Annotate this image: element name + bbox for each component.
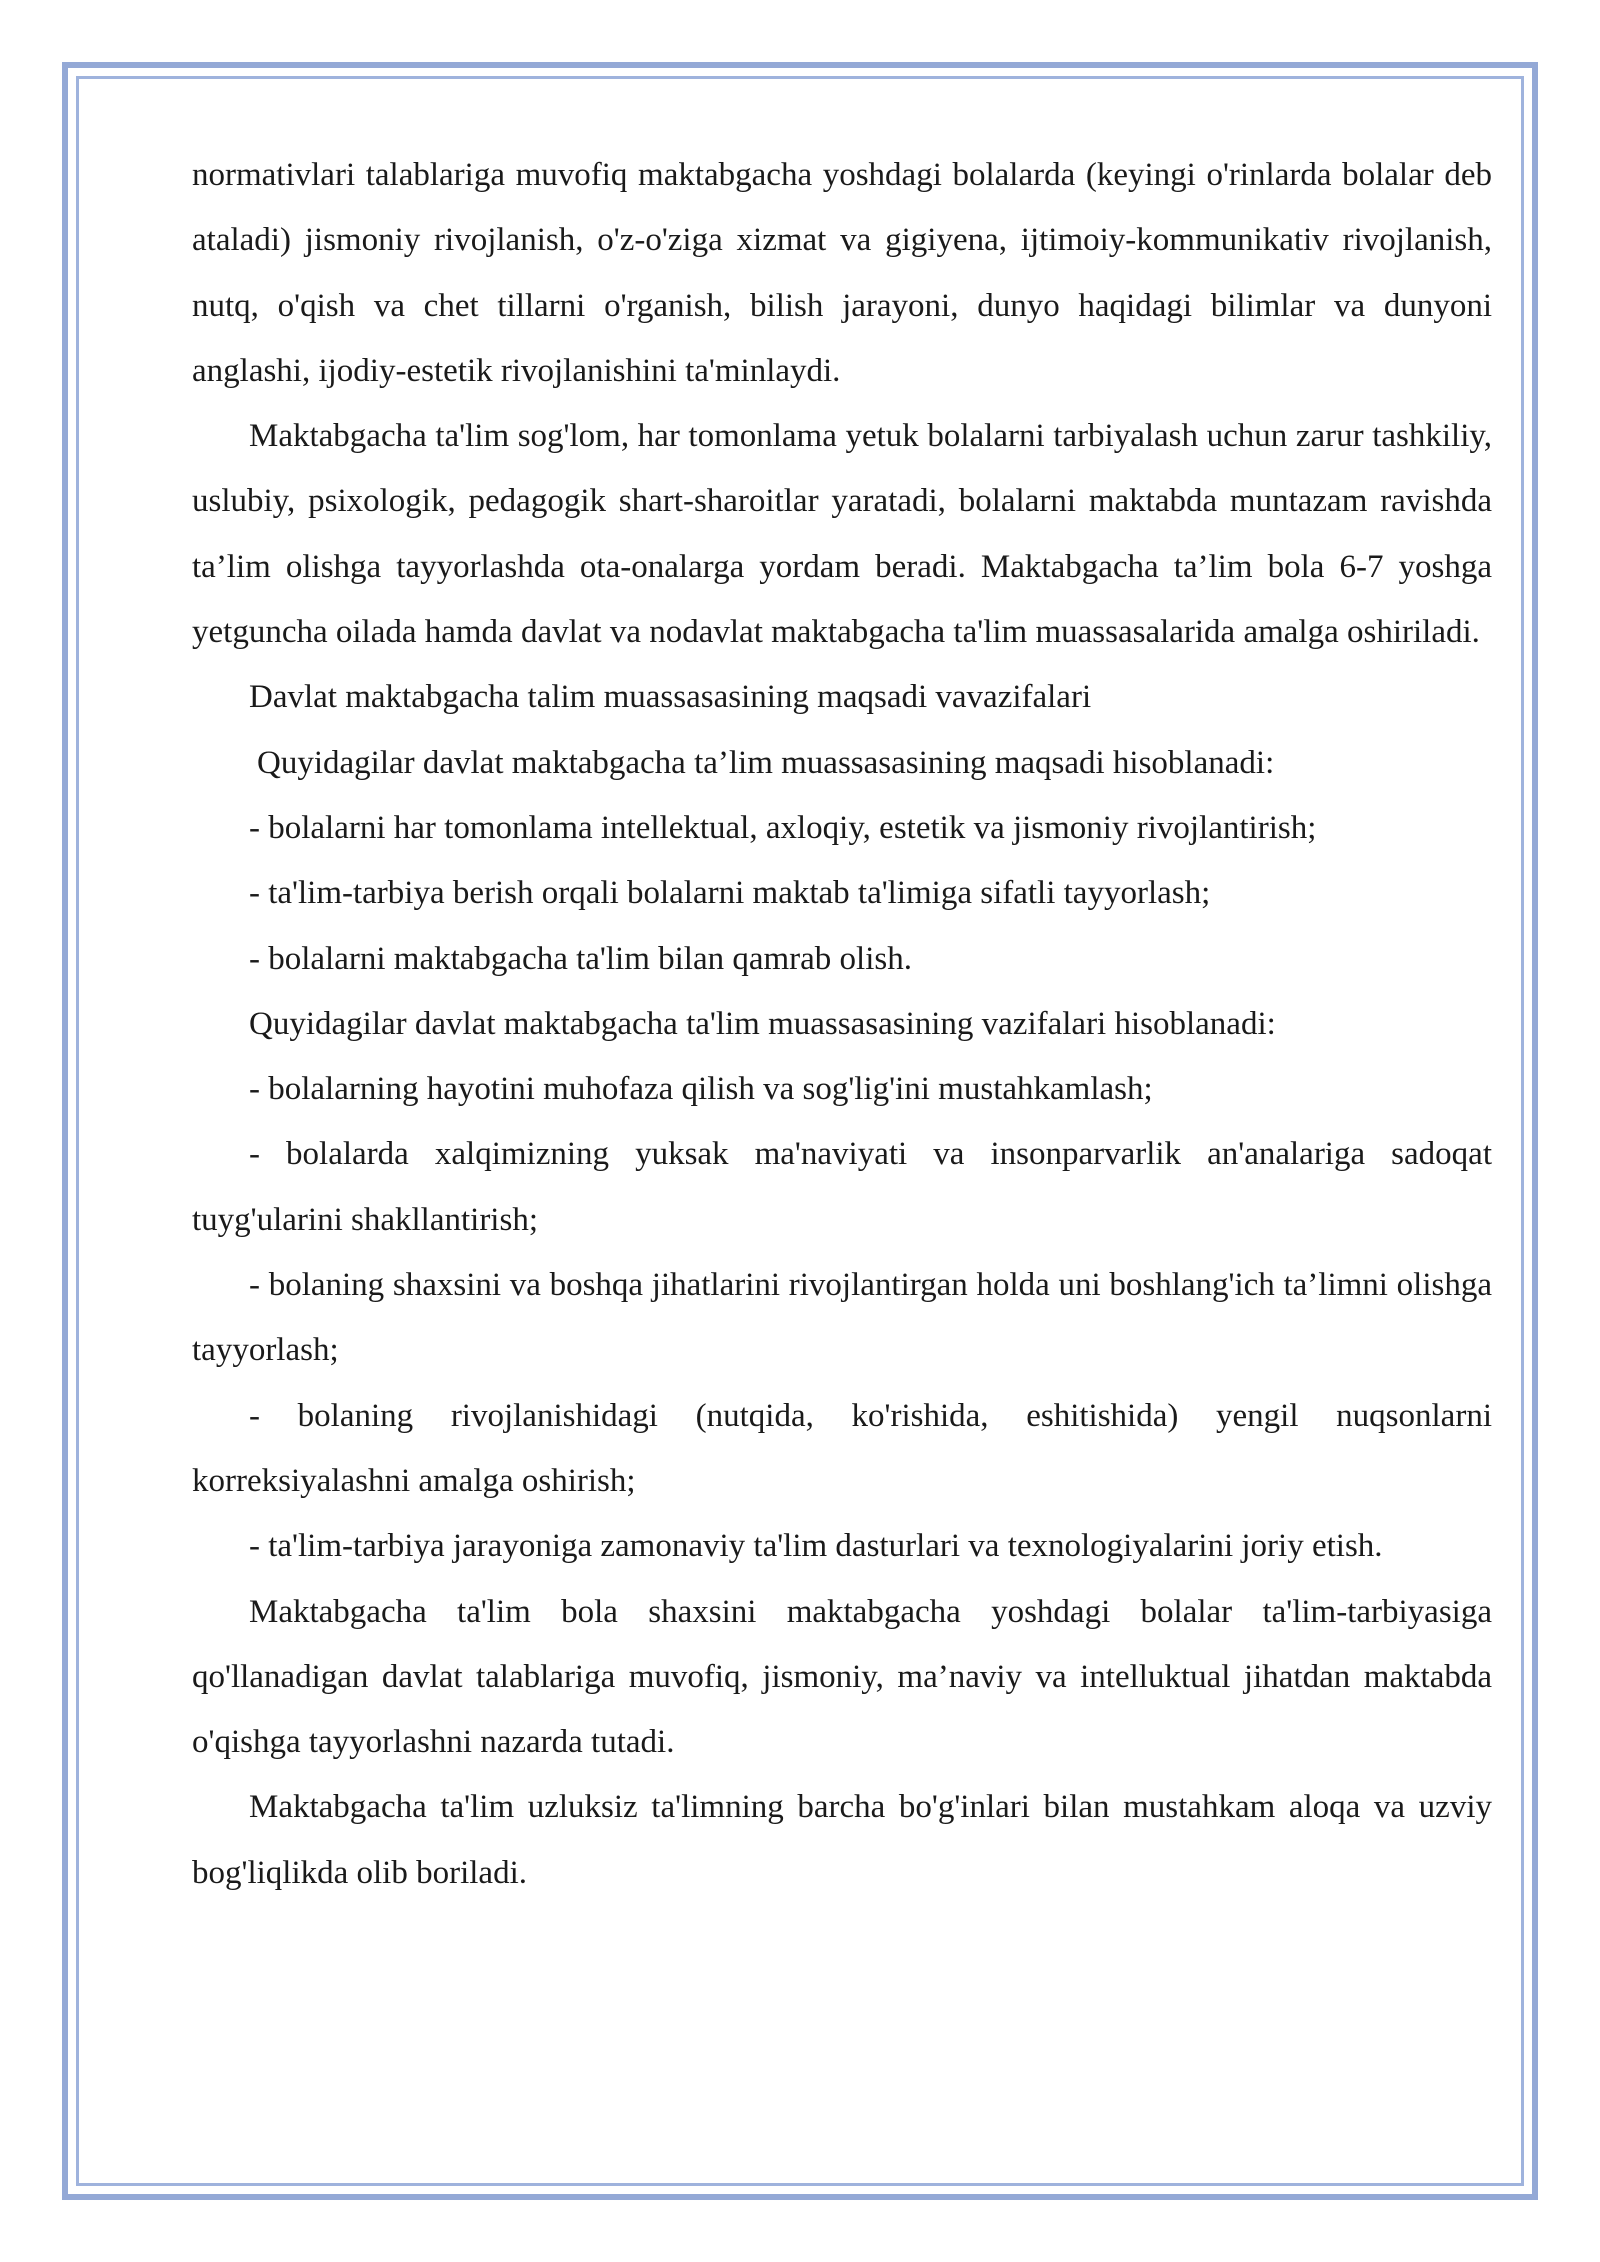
task-item: - bolaning rivojlanishidagi (nutqida, ko'rishida, eshitishida) yengil nuqsonlarni korreksiyalashni amalga oshirish; xyxy=(192,1397,1492,1499)
tasks-intro: Quyidagilar davlat maktabgacha ta'lim muassasasining vazifalari hisoblanadi: xyxy=(249,1005,1276,1042)
goal-item: - ta'lim-tarbiya berish orqali bolalarni maktab ta'limiga sifatli tayyorlash; xyxy=(249,875,1211,912)
section-heading-goals: Davlat maktabgacha talim muassasasining maqsadi vavazifalari xyxy=(249,679,1092,716)
task-item: - bolaning shaxsini va boshqa jihatlarini rivojlantirgan holda uni boshlang'ich ta’limni olishga tayyorlash; xyxy=(192,1267,1492,1369)
document-body xyxy=(192,143,1492,1906)
goal-item: - bolalarni maktabgacha ta'lim bilan qamrab olish. xyxy=(249,940,912,977)
goal-item: - bolalarni har tomonlama intellektual, axloqiy, estetik va jismoniy rivojlantirish; xyxy=(249,809,1317,846)
goals-intro: Quyidagilar davlat maktabgacha ta’lim muassasasining maqsadi hisoblanadi: xyxy=(257,744,1275,781)
paragraph-continuation: normativlari talablariga muvofiq maktabgacha yoshdagi bolalarda (keyingi o'rinlarda bolalar deb ataladi) jismoniy rivojlanish, o'z-o'ziga xizmat va gigiyena, ijtimoiy-kommunikativ rivojlanish, nutq, o'qish va chet tillarni o'rganish, bilish jarayoni, dunyo haqidagi bilimlar va dunyoni anglashi, ijodiy-estetik rivojlanishini ta'minlaydi. xyxy=(192,157,1492,389)
paragraph-preschool-education: Maktabgacha ta'lim sog'lom, har tomonlama yetuk bolalarni tarbiyalash uchun zarur tashkiliy, uslubiy, psixologik, pedagogik shart-sharoitlar yaratadi, bolalarni maktabda muntazam ravishda ta’lim olishga tayyorlashda ota-onalarga yordam beradi. Maktabgacha ta’lim bola 6-7 yoshga yetguncha oilada hamda davlat va nodavlat maktabgacha ta'lim muassasalarida amalga oshiriladi. xyxy=(192,418,1492,651)
task-item: - bolalarning hayotini muhofaza qilish va sog'lig'ini mustahkamlash; xyxy=(249,1071,1153,1108)
task-item: - bolalarda xalqimizning yuksak ma'naviyati va insonparvarlik an'analariga sadoqat tuyg'ularini shakllantirish; xyxy=(192,1136,1492,1238)
paragraph-continuity: Maktabgacha ta'lim uzluksiz ta'limning barcha bo'g'inlari bilan mustahkam aloqa va uzviy bog'liqlikda olib boriladi. xyxy=(192,1789,1492,1891)
paragraph-readiness: Maktabgacha ta'lim bola shaxsini maktabgacha yoshdagi bolalar ta'lim-tarbiyasiga qo'llanadigan davlat talablariga muvofiq, jismoniy, ma’naviy va intelluktual jihatdan maktabda o'qishga tayyorlashni nazarda tutadi. xyxy=(192,1593,1492,1761)
task-item: - ta'lim-tarbiya jarayoniga zamonaviy ta'lim dasturlari va texnologiyalarini joriy etish. xyxy=(249,1528,1383,1565)
